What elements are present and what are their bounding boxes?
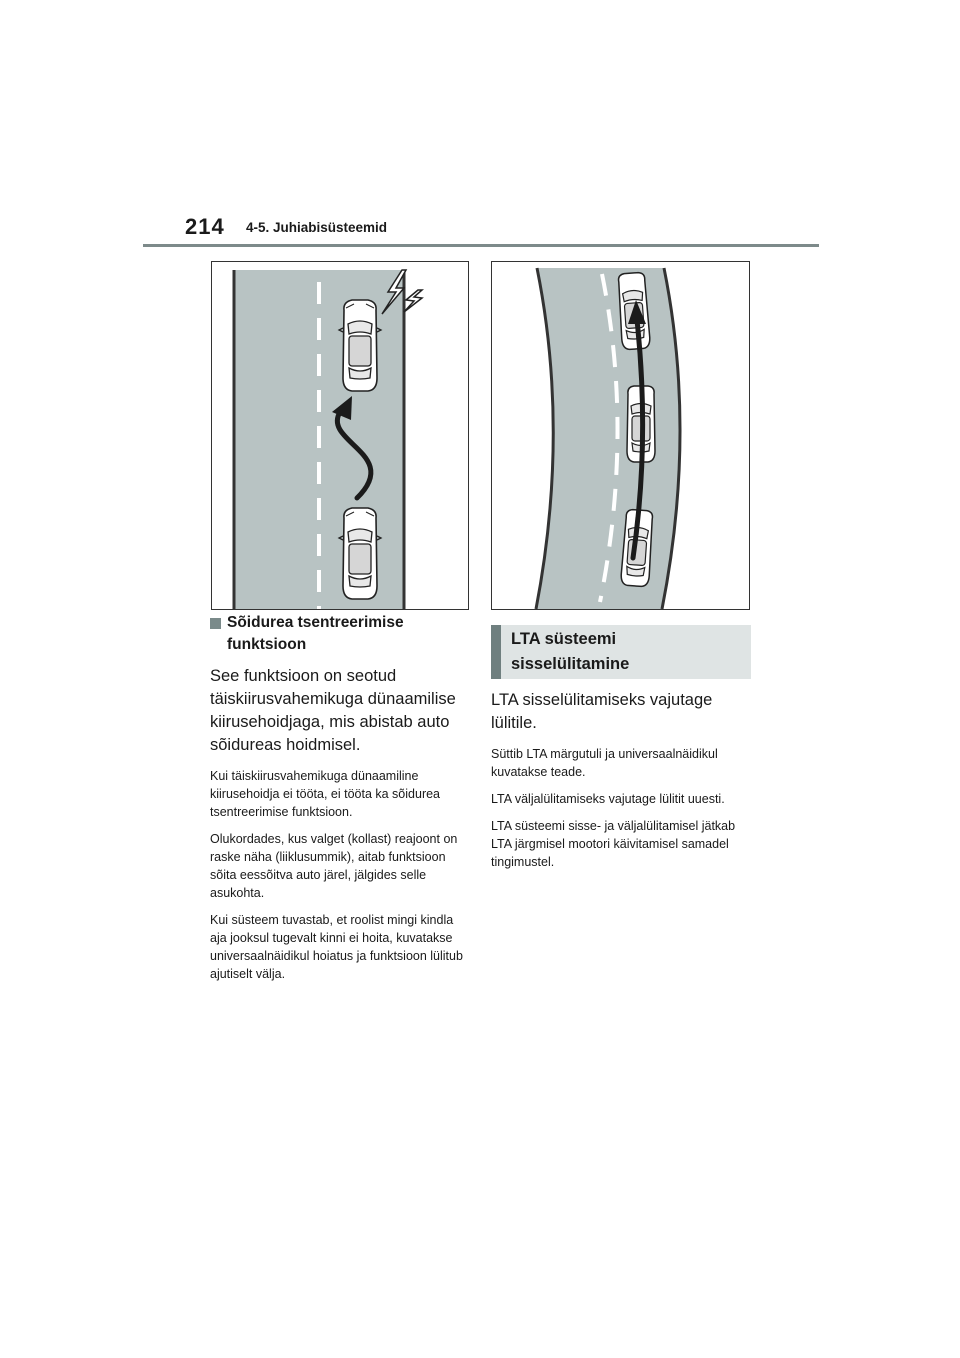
right-column <box>491 625 751 880</box>
section-heading-line1: LTA süsteemi <box>511 630 617 648</box>
paragraph: Süttib LTA märgutuli ja universaalnäidikul kuvatakse teade. <box>491 747 718 779</box>
left-column <box>210 612 470 992</box>
illustration-curved-road <box>491 261 750 610</box>
section-heading-box <box>491 625 751 679</box>
square-bullet-icon <box>210 618 221 629</box>
section-heading-line2: sisselülitamine <box>511 655 630 673</box>
paragraph: Kui täiskiirusvahemikuga dünaamiline kiirusehoidja ei tööta, ei tööta ka sõidurea tsentreerimise funktsioon. <box>210 769 441 819</box>
lead-paragraph: LTA sisselülitamiseks vajutage lülitile. <box>491 691 713 732</box>
header-rule <box>143 244 819 247</box>
section-title: 4-5. Juhiabisüsteemid <box>246 220 388 235</box>
car-rear <box>339 508 381 599</box>
car-front <box>339 300 381 391</box>
section-heading-text <box>501 625 629 679</box>
section-heading-bar <box>491 625 501 679</box>
heading-text: Sõidurea tsentreerimise funktsioon <box>227 614 404 653</box>
lead-paragraph: See funktsioon on seotud täiskiirusvahemikuga dünaamilise kiirusehoidjaga, mis abistab auto sõidureas hoidmisel. <box>210 667 456 754</box>
paragraph: Kui süsteem tuvastab, et roolist mingi kindla aja jooksul tugevalt kinni ei hoita, kuvatakse universaalnäidikul hoiatus ja funktsioon lülitub ajutiselt välja. <box>210 913 463 981</box>
page-number: 214 <box>185 214 225 239</box>
lane-centering-heading <box>210 612 470 656</box>
paragraph: Olukordades, kus valget (kollast) reajoont on raske näha (liiklusummik), aitab funktsioon sõita eessõitva auto järel, jälgides selle asukohta. <box>210 832 458 900</box>
illustration-lane-centering <box>211 261 469 610</box>
paragraph: LTA süsteemi sisse- ja väljalülitamisel jätkab LTA järgmisel mootori käivitamisel samadel tingimustel. <box>491 819 736 869</box>
paragraph: LTA väljalülitamiseks vajutage lülitit uuesti. <box>491 792 725 806</box>
